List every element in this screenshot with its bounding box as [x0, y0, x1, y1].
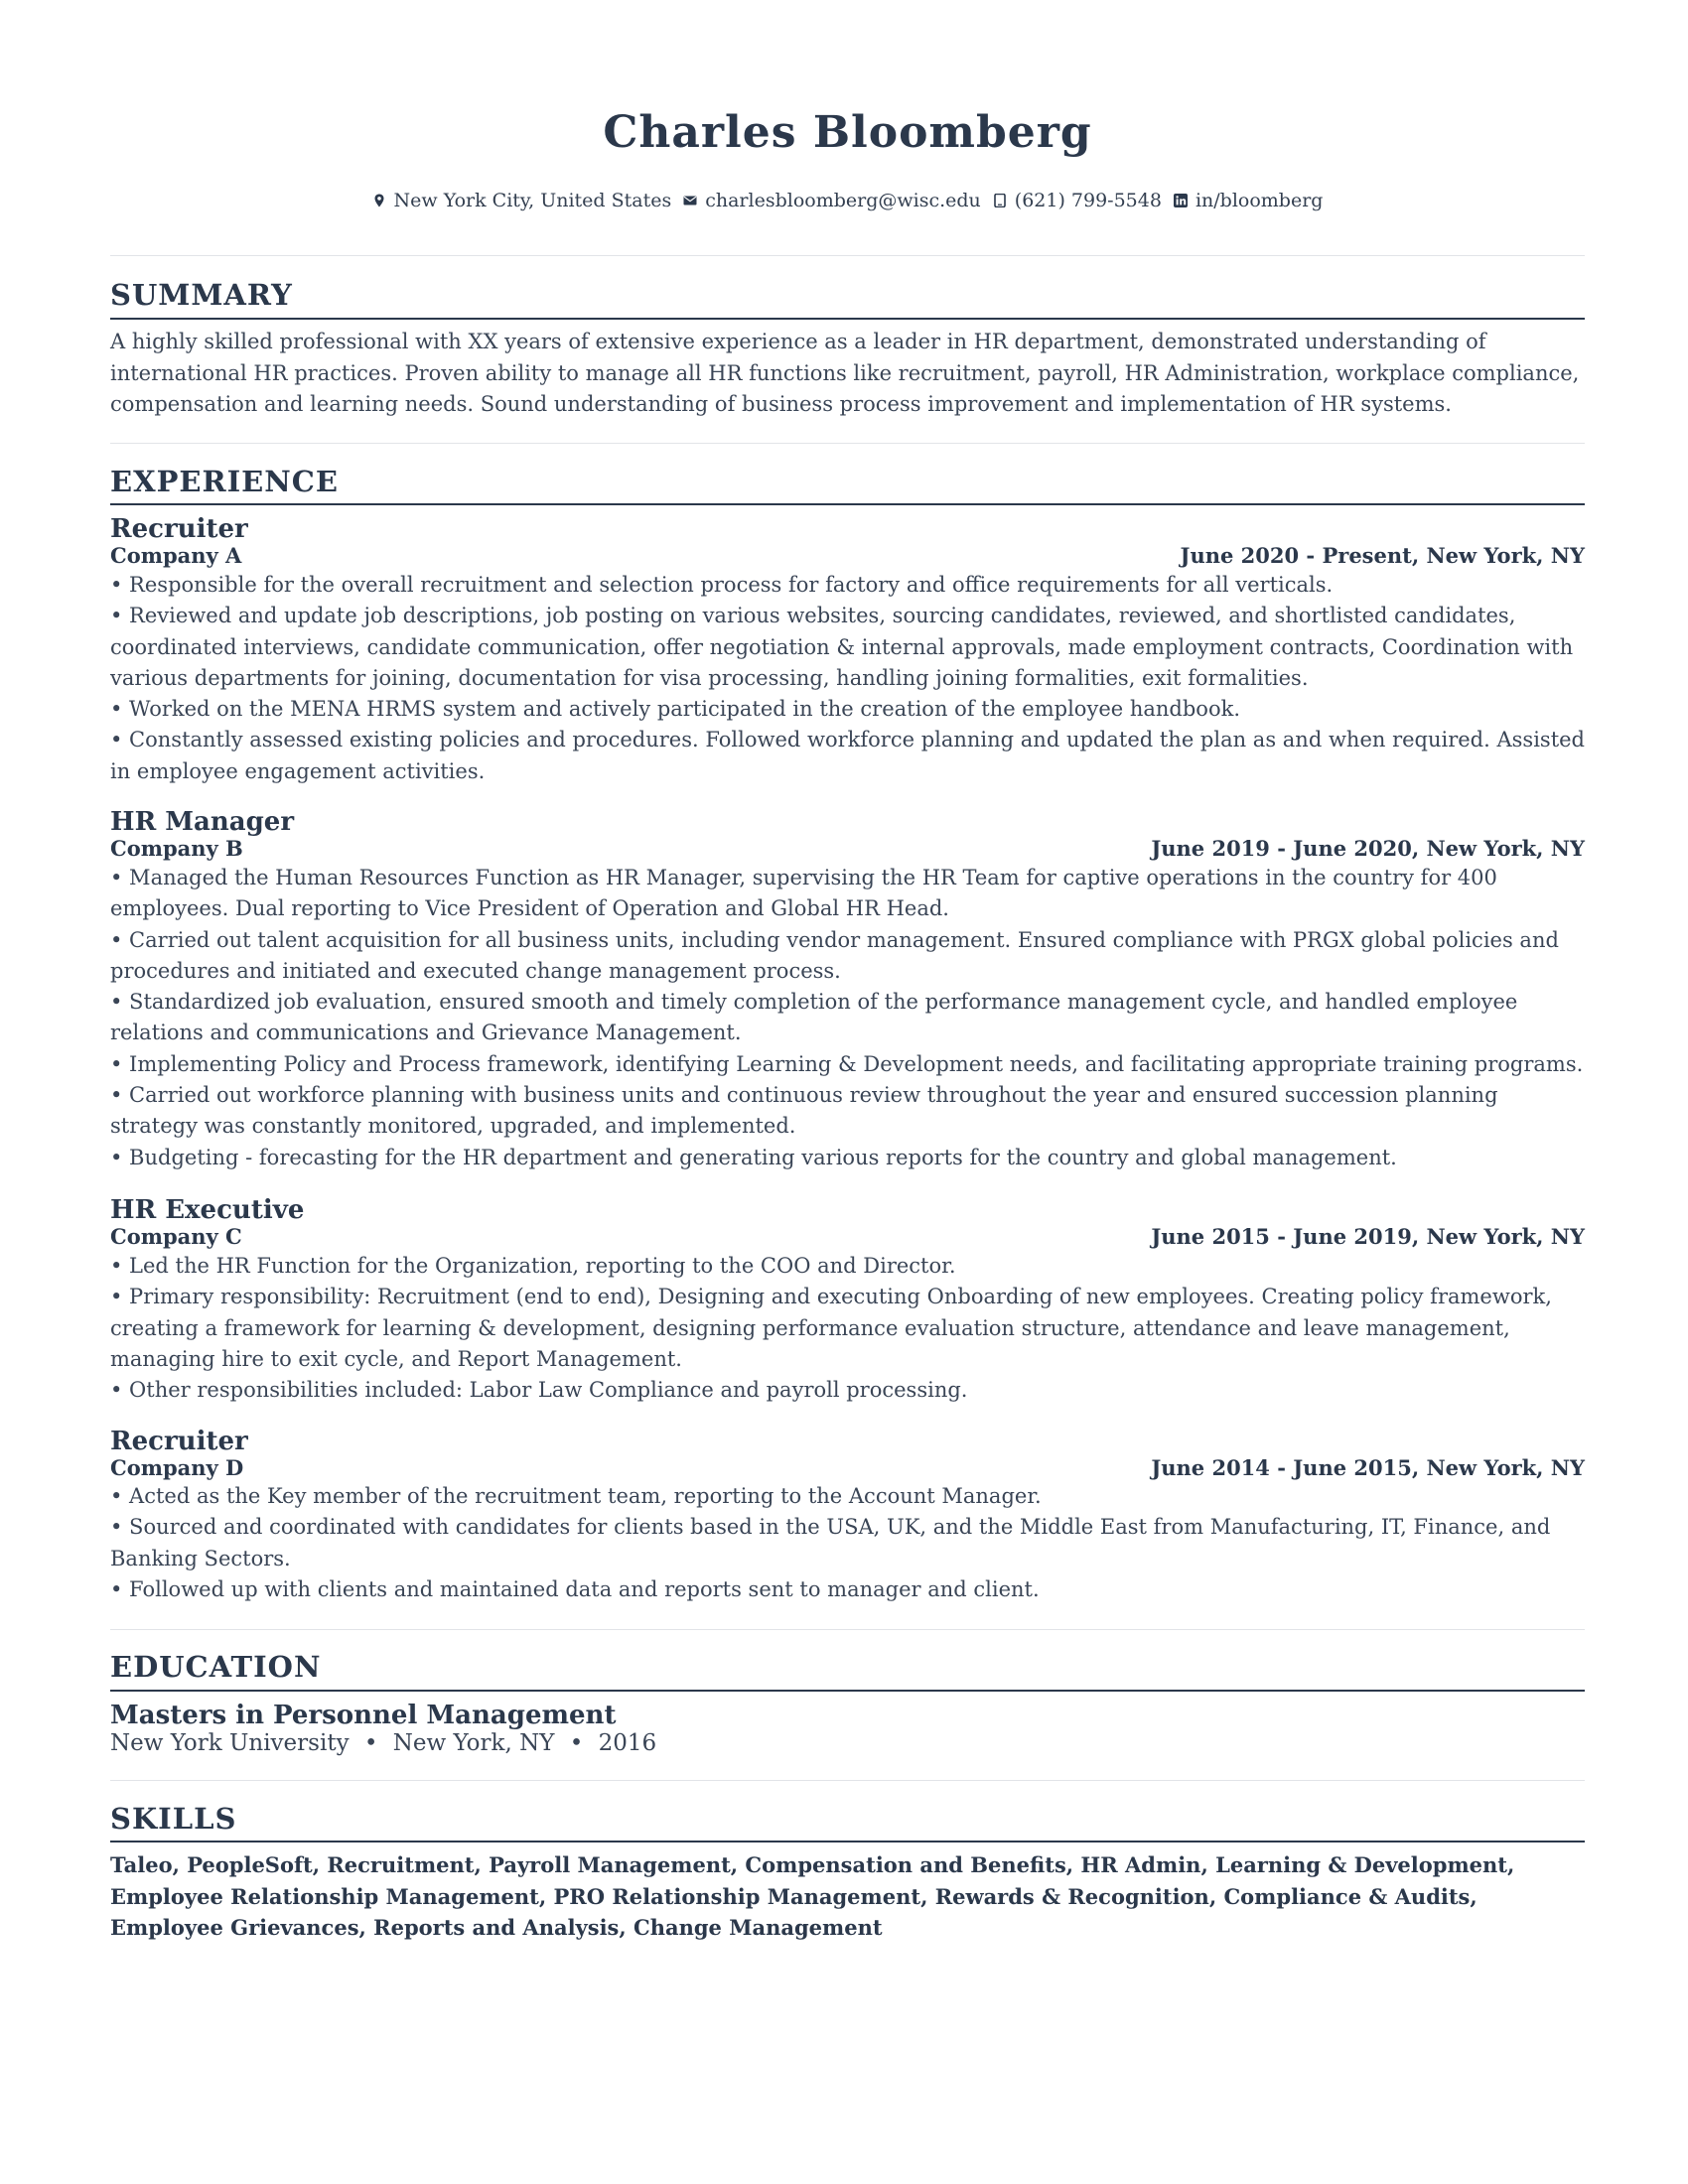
linkedin-icon [1174, 194, 1188, 207]
experience-heading: EXPERIENCE [110, 465, 339, 498]
summary-rule [110, 318, 1585, 320]
education-details [110, 1728, 656, 1758]
job-role: HR Manager [110, 807, 295, 837]
job-bullet: • Carried out workforce planning with business units and continuous review throughout the year and ensured succession planning strategy was constantly monitored, upgraded, and implemented. [110, 1083, 1498, 1139]
job-bullet: • Led the HR Function for the Organization, reporting to the COO and Director. [110, 1254, 956, 1278]
skills-rule [110, 1841, 1585, 1843]
job-bullet: • Responsible for the overall recruitment and selection process for factory and office requirements for all verticals. [110, 573, 1334, 597]
education-school: New York University [110, 1730, 350, 1756]
email-text[interactable]: charlesbloomberg@wisc.edu [705, 190, 981, 211]
contact-phone[interactable] [993, 190, 1162, 211]
job-bullet: • Budgeting - forecasting for the HR department and generating various reports for the country and global management. [110, 1145, 1397, 1169]
job-bullet: • Constantly assessed existing policies and procedures. Followed workforce planning and updated the plan as and when required. Assisted in employee engagement activities. [110, 728, 1586, 783]
phone-text[interactable]: (621) 799-5548 [1014, 190, 1162, 211]
job-bullet: • Reviewed and update job descriptions, job posting on various websites, sourcing candidates, reviewed, and shortlisted candidates, coordinated interviews, candidate communication, offer negotiation & internal approvals, made employment contracts, Coordination with various departments for joining, documentation for visa processing, handling joining formalities, exit formalities. [110, 604, 1574, 690]
job-bullets [110, 863, 1585, 1173]
job-company: Company D [110, 1455, 244, 1480]
job-company: Company C [110, 1224, 242, 1249]
job-bullet: • Primary responsibility: Recruitment (end to end), Designing and executing Onboarding of new employees. Creating policy framework, creating a framework for learning & development, designing performance evaluation structure, attendance and leave management, managing hire to exit cycle, and Report Management. [110, 1285, 1552, 1371]
candidate-name: Charles Bloomberg [603, 107, 1092, 158]
job-bullet: • Implementing Policy and Process framework, identifying Learning & Development needs, and facilitating appropriate training programs. [110, 1051, 1584, 1076]
education-separator: • [569, 1730, 584, 1756]
job-meta [110, 836, 1585, 862]
job-role: HR Executive [110, 1195, 305, 1225]
education-year: 2016 [598, 1730, 657, 1756]
education-divider [110, 1780, 1585, 1781]
contact-email[interactable] [683, 190, 981, 211]
map-pin-icon [372, 194, 386, 207]
education-heading: EDUCATION [110, 1650, 322, 1684]
job-role: Recruiter [110, 1427, 248, 1456]
job-bullet: • Managed the Human Resources Function as HR Manager, supervising the HR Team for captive operations in the country for 400 employees. Dual reporting to Vice President of Operation and Global HR Head. [110, 866, 1497, 921]
summary-text: A highly skilled professional with XX years of extensive experience as a leader in HR department, demonstrated understanding of international HR practices. Proven ability to manage all HR functions like recruitment, payroll, HR Administration, workplace compliance, compensation and learning needs. Sound understanding of business process improvement and implementation of HR systems. [110, 330, 1580, 416]
education-separator: • [363, 1730, 378, 1756]
envelope-icon [683, 194, 697, 207]
experience-rule [110, 503, 1585, 505]
job-dates: June 2019 - June 2020, New York, NY [1151, 836, 1585, 861]
skills-heading: SKILLS [110, 1802, 237, 1836]
job-bullets [110, 570, 1585, 787]
job-company: Company B [110, 836, 243, 861]
job-bullet: • Sourced and coordinated with candidates for clients based in the USA, UK, and the Middle East from Manufacturing, IT, Finance, and Banking Sectors. [110, 1515, 1551, 1570]
linkedin-text[interactable]: in/bloomberg [1195, 190, 1324, 211]
job-bullets [110, 1251, 1585, 1406]
job-dates: June 2015 - June 2019, New York, NY [1151, 1224, 1585, 1249]
job-meta [110, 1224, 1585, 1250]
education-degree: Masters in Personnel Management [110, 1701, 617, 1730]
job-bullets [110, 1481, 1585, 1605]
job-company: Company A [110, 543, 242, 568]
experience-divider [110, 1629, 1585, 1630]
job-meta [110, 543, 1585, 569]
job-bullet: • Acted as the Key member of the recruitment team, reporting to the Account Manager. [110, 1484, 1042, 1508]
header-divider [110, 255, 1585, 256]
contact-bar [110, 190, 1585, 211]
job-bullet: • Other responsibilities included: Labor Law Compliance and payroll processing. [110, 1378, 968, 1403]
job-meta [110, 1455, 1585, 1481]
contact-linkedin[interactable] [1174, 190, 1324, 211]
job-role: Recruiter [110, 514, 248, 544]
job-bullet: • Standardized job evaluation, ensured smooth and timely completion of the performance management cycle, and handled employee relations and communications and Grievance Management. [110, 990, 1518, 1045]
job-bullet: • Followed up with clients and maintained data and reports sent to manager and client. [110, 1576, 1040, 1601]
location-text: New York City, United States [393, 190, 672, 211]
job-bullet: • Carried out talent acquisition for all business units, including vendor management. Ensured compliance with PRGX global policies and procedures and initiated and executed change management process. [110, 927, 1559, 983]
phone-icon [993, 194, 1007, 207]
job-dates: June 2014 - June 2015, New York, NY [1151, 1455, 1585, 1480]
job-dates: June 2020 - Present, New York, NY [1180, 543, 1585, 568]
summary-heading: SUMMARY [110, 278, 293, 312]
summary-divider [110, 443, 1585, 444]
education-location: New York, NY [392, 1730, 555, 1756]
skills-text: Taleo, PeopleSoft, Recruitment, Payroll Management, Compensation and Benefits, HR Admin, Learning & Development, Employee Relationship Management, PRO Relationship Management, Rewards & Recognition, Compliance & Audits, Employee Grievances, Reports and Analysis, Change Management [110, 1852, 1515, 1940]
contact-location [372, 190, 672, 211]
education-rule [110, 1690, 1585, 1692]
job-bullet: • Worked on the MENA HRMS system and actively participated in the creation of the employee handbook. [110, 697, 1240, 722]
